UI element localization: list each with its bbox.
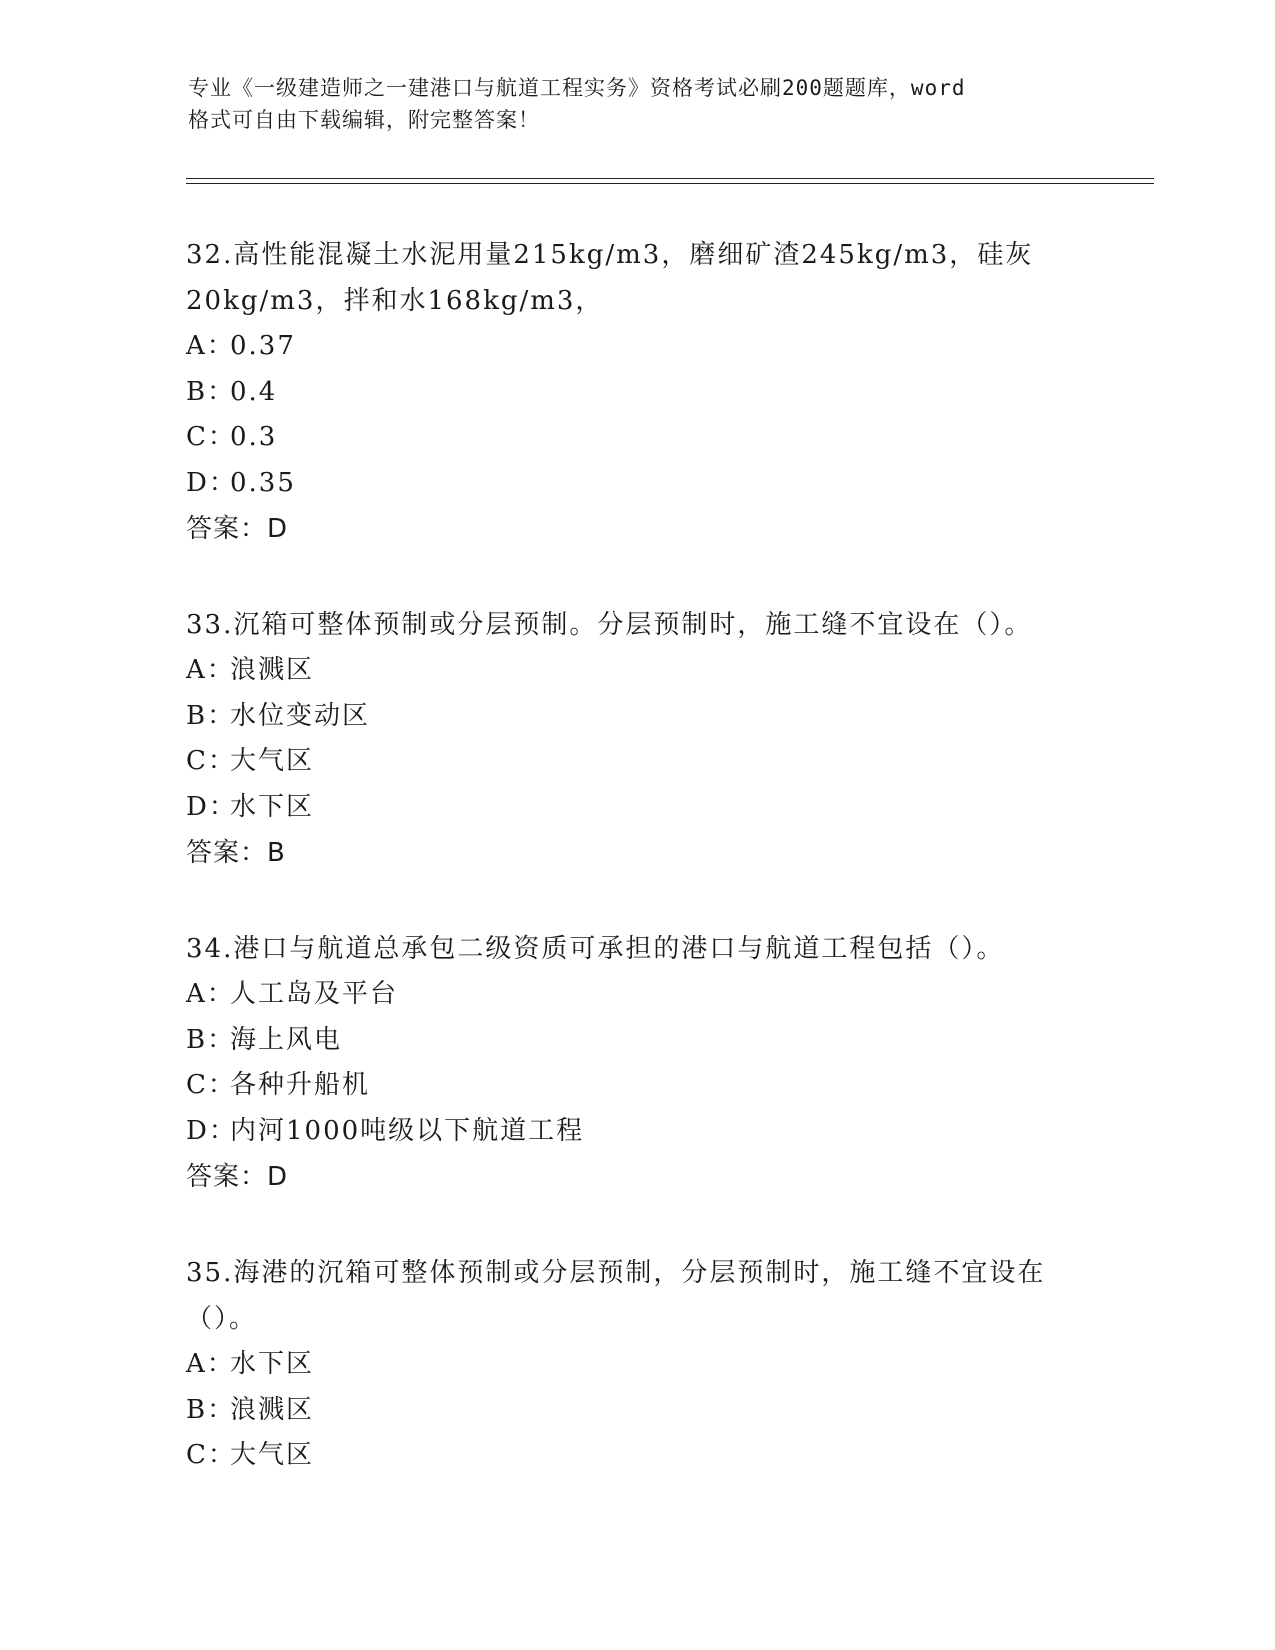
option-a <box>186 324 1086 370</box>
question-stem-line: 34.港口与航道总承包二级资质可承担的港口与航道工程包括（）。 <box>186 934 1005 964</box>
question-35 <box>186 1250 1086 1479</box>
option-c <box>186 1063 1086 1109</box>
option-text: 水位变动区 <box>230 700 371 731</box>
option-c <box>186 1433 1086 1479</box>
option-letter: A： <box>186 1349 235 1379</box>
option-text: 0.37 <box>230 331 296 361</box>
option-d <box>186 461 1086 507</box>
option-letter: D： <box>186 791 237 822</box>
question-32 <box>186 232 1086 552</box>
option-letter: D： <box>186 467 237 498</box>
option-text: 大气区 <box>230 746 315 776</box>
option-text: 人工岛及平台 <box>230 979 399 1009</box>
option-letter: A： <box>186 331 235 361</box>
option-letter: C： <box>186 422 236 452</box>
option-letter: B： <box>186 1024 236 1055</box>
option-a <box>186 972 1086 1018</box>
option-c <box>186 415 1086 461</box>
option-a <box>186 648 1086 694</box>
option-b <box>186 1018 1086 1064</box>
option-text: 大气区 <box>230 1440 315 1470</box>
option-letter: D： <box>186 1115 237 1146</box>
option-text: 浪溅区 <box>230 1394 315 1425</box>
question-stem-line: （）。 <box>186 1304 258 1334</box>
option-letter: A： <box>186 655 235 685</box>
header-divider-top <box>186 178 1154 179</box>
option-letter: C： <box>186 1440 236 1470</box>
question-34 <box>186 926 1086 1200</box>
question-33 <box>186 602 1086 876</box>
document-header <box>188 72 1068 136</box>
option-text: 0.4 <box>230 376 278 407</box>
answer-line: 答案：D <box>186 514 289 544</box>
option-text: 浪溅区 <box>230 655 315 685</box>
option-text: 内河1000吨级以下航道工程 <box>230 1115 585 1146</box>
option-text: 各种升船机 <box>230 1070 371 1100</box>
option-text: 水下区 <box>230 791 315 822</box>
option-text: 水下区 <box>230 1349 315 1379</box>
question-list <box>186 232 1086 1529</box>
option-text: 0.3 <box>230 422 278 452</box>
option-letter: B： <box>186 700 236 731</box>
question-stem-line: 33.沉箱可整体预制或分层预制。分层预制时，施工缝不宜设在（）。 <box>186 610 1033 640</box>
option-letter: C： <box>186 746 236 776</box>
option-letter: B： <box>186 1394 236 1425</box>
option-letter: A： <box>186 979 235 1009</box>
option-b <box>186 694 1086 740</box>
option-c <box>186 739 1086 785</box>
header-line-1: 专业《一级建造师之一建港口与航道工程实务》资格考试必刷200题题库，word <box>188 76 966 100</box>
option-letter: B： <box>186 376 236 407</box>
option-a <box>186 1342 1086 1388</box>
option-letter: C： <box>186 1070 236 1100</box>
option-b <box>186 1388 1086 1434</box>
option-text: 0.35 <box>230 467 296 498</box>
question-stem-line: 20kg/m3，拌和水168kg/m3， <box>186 286 604 316</box>
answer-line: 答案：B <box>186 838 286 868</box>
option-d <box>186 1109 1086 1155</box>
header-divider-bottom <box>186 183 1154 184</box>
header-line-2: 格式可自由下载编辑，附完整答案！ <box>188 108 540 132</box>
option-text: 海上风电 <box>230 1024 343 1055</box>
question-stem-line: 35.海港的沉箱可整体预制或分层预制，分层预制时，施工缝不宜设在 <box>186 1258 1046 1288</box>
option-d <box>186 785 1086 831</box>
option-b <box>186 370 1086 416</box>
answer-line: 答案：D <box>186 1162 289 1192</box>
question-stem-line: 32.高性能混凝土水泥用量215kg/m3，磨细矿渣245kg/m3，硅灰 <box>186 240 1034 270</box>
